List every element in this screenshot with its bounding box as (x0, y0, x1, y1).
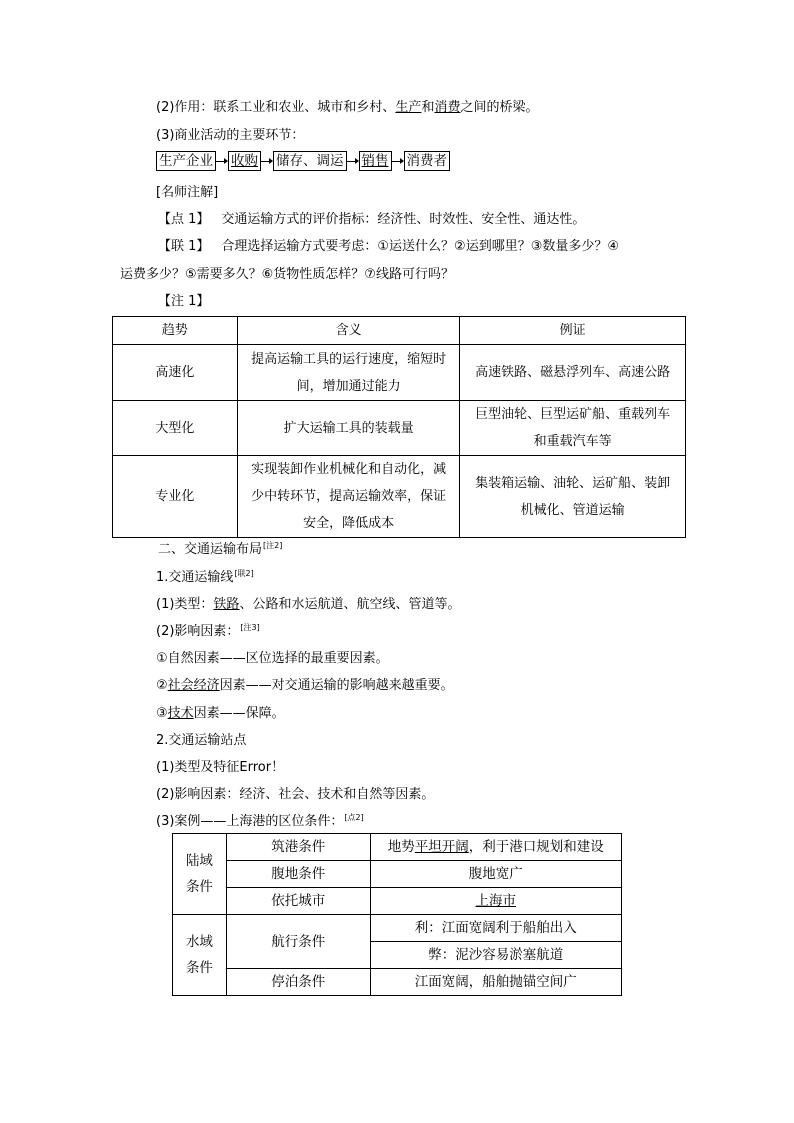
role-text: (2)作用：联系工业和农业、城市和乡村、 (156, 100, 396, 115)
table-row (113, 401, 686, 456)
link1-text-cont: 运费多少？⑤需要多久？⑥货物性质怎样？⑦线路可行吗？ (120, 267, 454, 282)
factor-technology (156, 702, 285, 721)
station-factors: (2)影响因素：经济、社会、技术和自然等因素。 (156, 787, 435, 802)
factor-keyword: 技术 (167, 706, 194, 721)
table-row (113, 456, 686, 538)
table-row (113, 345, 686, 401)
type-railway: 铁路 (213, 597, 240, 612)
note-marker: [点2] (344, 812, 364, 822)
factor-keyword: 社会经济 (167, 678, 220, 693)
value-underlined: 平坦开阔 (414, 839, 469, 855)
condition-cell: 航行条件 (226, 915, 370, 969)
transport-line-title: 1.交通运输线 (156, 570, 234, 585)
flow-box-consumer: 消费者 (404, 151, 451, 171)
links-heading: (3)商业活动的主要环节： (156, 128, 305, 143)
factor-socioeconomic (156, 674, 454, 693)
condition-cell: 停泊条件 (226, 969, 370, 996)
header-trend: 趋势 (113, 317, 238, 345)
trend-cell: 大型化 (113, 401, 238, 456)
example-cell (460, 401, 686, 456)
factor-index: ③ (156, 706, 168, 721)
link1-tag: 【联 1】 (158, 239, 210, 254)
arrow-right-icon (392, 152, 404, 170)
note-marker: [注2] (263, 540, 283, 550)
condition-cell: 筑港条件 (226, 834, 370, 861)
land-condition-cell (173, 834, 227, 915)
meaning-cell (237, 456, 460, 538)
meaning-line: 实现装卸作业机械化和自动化，减 (251, 462, 447, 477)
example-line: 集装箱运输、油轮、运矿船、装卸 (475, 475, 671, 491)
table-row (173, 861, 622, 888)
type-suffix: 、公路和水运航道、航空线、管道等。 (239, 597, 461, 612)
condition-cell: 依托城市 (226, 888, 370, 915)
table-row (173, 969, 622, 996)
meaning-line: 提高运输工具的运行速度，缩短时 (251, 351, 447, 367)
value-cell: 腹地宽广 (370, 861, 621, 888)
example-line: 巨型油轮、巨型运矿船、重载列车 (475, 407, 671, 422)
link1-text: 合理选择运输方式要考虑：①运送什么？②运到哪里？③数量多少？④ (221, 239, 620, 254)
flow-box-sales: 销售 (359, 151, 392, 171)
example-cell: 高速铁路、磁悬浮列车、高速公路 (460, 345, 686, 401)
value-underlined: 上海市 (475, 893, 517, 909)
case-heading (156, 810, 364, 829)
type-prefix: (1)类型： (156, 597, 214, 612)
role-suffix: 之间的桥梁。 (460, 100, 539, 115)
header-meaning: 含义 (237, 317, 460, 345)
section2-title-text: 二、交通运输布局 (158, 542, 263, 557)
condition-cell: 腹地条件 (226, 861, 370, 888)
value-cell: 弊：泥沙容易淤塞航道 (370, 942, 621, 969)
water-label: 水域 (185, 934, 213, 950)
arrow-right-icon (216, 152, 228, 170)
role-consumption: 消费 (434, 100, 461, 115)
table-row (173, 834, 622, 861)
arrow-right-icon (347, 152, 359, 170)
section2-title (158, 538, 282, 557)
table-header-row (113, 317, 686, 345)
arrow-right-icon (261, 152, 273, 170)
trend-cell: 专业化 (113, 456, 238, 538)
flow-box-producer: 生产企业 (156, 151, 216, 171)
meaning-line: 安全，降低成本 (303, 516, 395, 531)
example-cell (460, 456, 686, 538)
value-cell (370, 888, 621, 915)
value-text: ，利于港口规划和建设 (468, 839, 604, 855)
value-cell: 江面宽阔，船舶抛锚空间广 (370, 969, 621, 996)
link1-paragraph (158, 235, 619, 254)
point1-paragraph (158, 208, 585, 227)
land-label: 条件 (185, 879, 213, 895)
transport-line-factors (156, 620, 260, 639)
point1-text: 交通运输方式的评价指标：经济性、时效性、安全性、通达性。 (221, 212, 586, 227)
flow-box-purchase: 收购 (228, 151, 261, 171)
table-row (173, 915, 622, 942)
role-production: 生产 (395, 100, 422, 115)
factor-desc: 因素——对交通运输的影响越来越重要。 (219, 678, 454, 693)
trend-table (112, 316, 686, 538)
case-title: (3)案例——上海港的区位条件： (156, 814, 344, 829)
example-line: 和重载汽车等 (533, 434, 612, 449)
water-label: 条件 (185, 960, 213, 976)
meaning-cell (237, 345, 460, 401)
station-type: (1)类型及特征Error！ (156, 760, 285, 775)
transport-line-type (156, 593, 460, 612)
value-text: 地势 (387, 839, 415, 855)
transport-line-heading (156, 566, 254, 585)
value-cell (370, 834, 621, 861)
note-marker: [注3] (240, 622, 260, 632)
port-location-table (172, 833, 622, 996)
commerce-flow (156, 150, 450, 172)
factor-index: ② (156, 678, 168, 693)
header-example: 例证 (460, 317, 686, 345)
note1-tag: 【注 1】 (158, 294, 210, 309)
factor-desc: 因素——保障。 (193, 706, 285, 721)
meaning-line: 少中转环节，提高运输效率，保证 (251, 489, 447, 504)
trend-cell: 高速化 (113, 345, 238, 401)
table-row (173, 888, 622, 915)
point1-tag: 【点 1】 (158, 212, 210, 227)
role-paragraph (156, 96, 538, 115)
role-and: 和 (421, 100, 435, 115)
note-marker: [联2] (234, 568, 254, 578)
flow-box-storage: 储存、调运 (273, 151, 347, 171)
land-label: 陆域 (185, 853, 213, 869)
teacher-note-heading: [名师注解] (156, 185, 219, 200)
meaning-line: 间，增加通过能力 (296, 378, 401, 394)
water-condition-cell (173, 915, 227, 996)
example-line: 机械化、管道运输 (520, 502, 625, 518)
factor-natural: ①自然因素——区位选择的最重要因素。 (156, 651, 389, 666)
meaning-cell: 扩大运输工具的装载量 (237, 401, 460, 456)
value-cell: 利：江面宽阔利于船舶出入 (370, 915, 621, 942)
factors-title: (2)影响因素： (156, 624, 240, 639)
station-heading: 2.交通运输站点 (156, 733, 247, 748)
